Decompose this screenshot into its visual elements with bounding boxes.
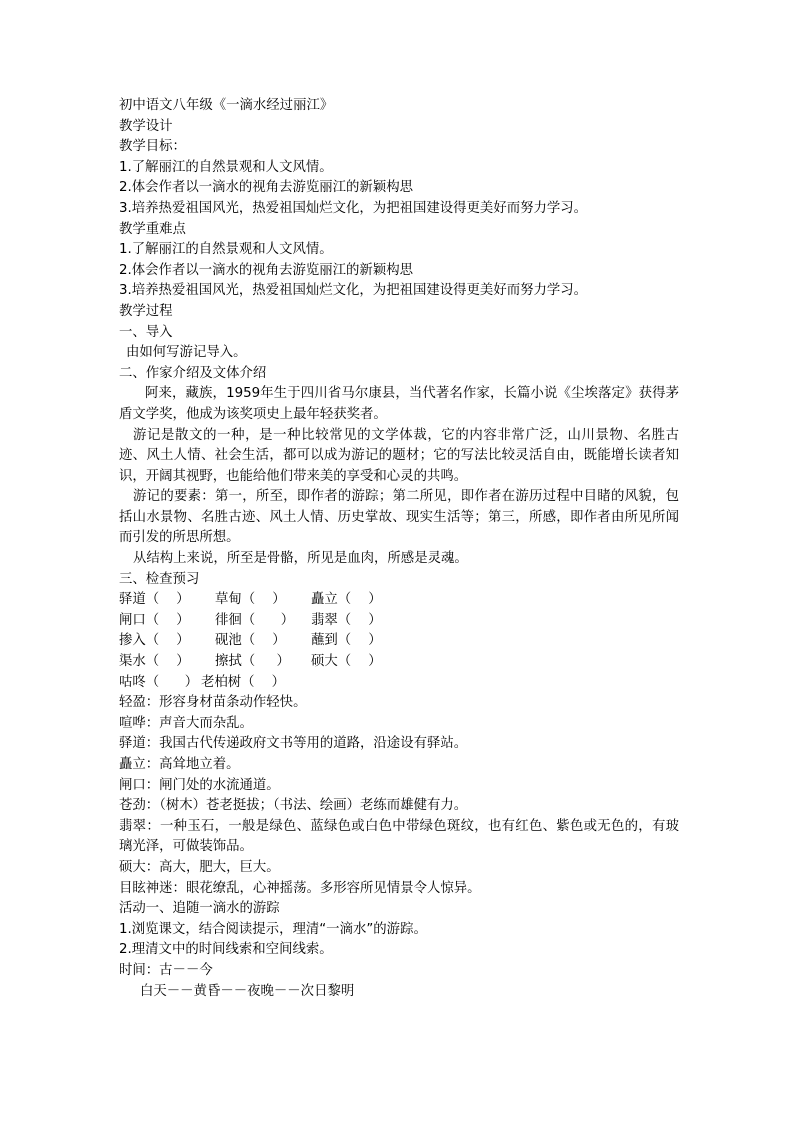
vocab-row (119, 611, 679, 632)
vocab-item: 砚池（ ） (215, 633, 286, 649)
definition-item: 苍劲：（树木）苍老挺拔；（书法、绘画）老练而雄健有力。 (119, 798, 468, 814)
activity-item: 2.理清文中的时间线索和空间线索。 (119, 942, 333, 958)
definition-item: 闸口：闸门处的水流通道。 (119, 777, 280, 793)
document-title: 初中语文八年级《一滴水经过丽江》 (119, 98, 334, 113)
vocab-item: 老柏树（ ） (201, 674, 285, 690)
process-heading: 教学过程 (119, 303, 173, 319)
vocab-row (119, 631, 679, 652)
structure-paragraph: 从结构上来说，所至是骨骼，所见是血肉，所感是灵魂。 (133, 551, 468, 567)
time-line: 时间：古－－今 (119, 962, 213, 978)
definition-item: 翡翠：一种玉石，一般是绿色、蓝绿色或白色中带绿色斑纹，也有红色、紫色或无色的，有玻璃光泽，可做装饰品。 (119, 818, 679, 855)
definition-item: 矗立：高耸地立着。 (119, 757, 240, 772)
vocab-item: 硕大（ ） (311, 654, 382, 670)
vocab-row (119, 652, 679, 673)
goal-item: 1.了解丽江的自然景观和人文风情。 (119, 159, 333, 175)
definition-item: 驿道：我国古代传递政府文书等用的道路，沿途设有驿站。 (119, 736, 468, 752)
elements-paragraph: 游记的要素：第一，所至，即作者的游踪；第二所见，即作者在游历过程中目睹的风貌，包括山水景物、名胜古迹、风土人情、历史掌故、现实生活等；第三，所感，即作者由所见所闻而引发的所思所想。 (119, 489, 679, 546)
vocab-item: 矗立（ ） (311, 592, 382, 608)
day-line: 白天－－黄昏－－夜晚－－次日黎明 (140, 983, 355, 999)
vocab-row (119, 673, 679, 694)
vocab-item: 咕咚（ ） (119, 674, 199, 690)
key-item: 1.了解丽江的自然景观和人文风情。 (119, 242, 333, 258)
activity-item: 1.浏览课文，结合阅读提示，理清“一滴水”的游踪。 (119, 921, 427, 937)
vocab-item: 驿道（ ） (119, 592, 190, 608)
definition-item: 硕大：高大，肥大，巨大。 (119, 859, 280, 875)
definition-item: 喧哗：声音大而杂乱。 (119, 715, 253, 731)
goal-item: 3.培养热爱祖国风光，热爱祖国灿烂文化，为把祖国建设得更美好而努力学习。 (119, 200, 588, 216)
section1-text: 由如何写游记导入。 (126, 345, 247, 361)
vocab-item: 蘸到（ ） (311, 633, 382, 649)
definition-item: 轻盈：形容身材苗条动作轻快。 (119, 695, 307, 711)
vocab-item: 徘徊（ ） (215, 612, 295, 628)
document-subtitle: 教学设计 (119, 118, 173, 134)
document-page (119, 96, 679, 1002)
vocab-item: 翡翠（ ） (311, 612, 382, 628)
author-paragraph: 阿来，藏族，1959年生于四川省马尔康县，当代著名作家，长篇小说《尘埃落定》获得茅盾文学奖，他成为该奖项史上最年轻获奖者。 (119, 386, 679, 422)
activity1-heading: 活动一、追随一滴水的游踪 (119, 901, 280, 917)
vocab-item: 擦拭（ ） (215, 654, 290, 670)
vocab-item: 草甸（ ） (215, 592, 286, 608)
key-heading: 教学重难点 (119, 221, 186, 237)
key-item: 3.培养热爱祖国风光，热爱祖国灿烂文化，为把祖国建设得更美好而努力学习。 (119, 283, 588, 299)
genre-paragraph: 游记是散文的一种，是一种比较常见的文学体裁，它的内容非常广泛，山川景物、名胜古迹、风土人情、社会生活，都可以成为游记的题材；它的写法比较灵活自由，既能增长读者知识，开阔其视野，也能给他们带来美的享受和心灵的共鸣。 (119, 427, 679, 484)
section3-heading: 三、检查预习 (119, 571, 200, 587)
vocab-row (119, 590, 679, 611)
vocab-item: 渠水（ ） (119, 654, 190, 670)
vocab-item: 掺入（ ） (119, 633, 190, 649)
vocab-item: 闸口（ ） (119, 612, 190, 628)
goals-heading: 教学目标： (119, 139, 186, 155)
section2-heading: 二、作家介绍及文体介绍 (119, 365, 267, 381)
key-item: 2.体会作者以一滴水的视角去游览丽江的新颖构思 (119, 262, 413, 278)
definition-item: 目眩神迷：眼花缭乱，心神摇荡。多形容所见情景令人惊异。 (119, 880, 481, 896)
goal-item: 2.体会作者以一滴水的视角去游览丽江的新颖构思 (119, 180, 413, 196)
section1-heading: 一、导入 (119, 324, 173, 340)
